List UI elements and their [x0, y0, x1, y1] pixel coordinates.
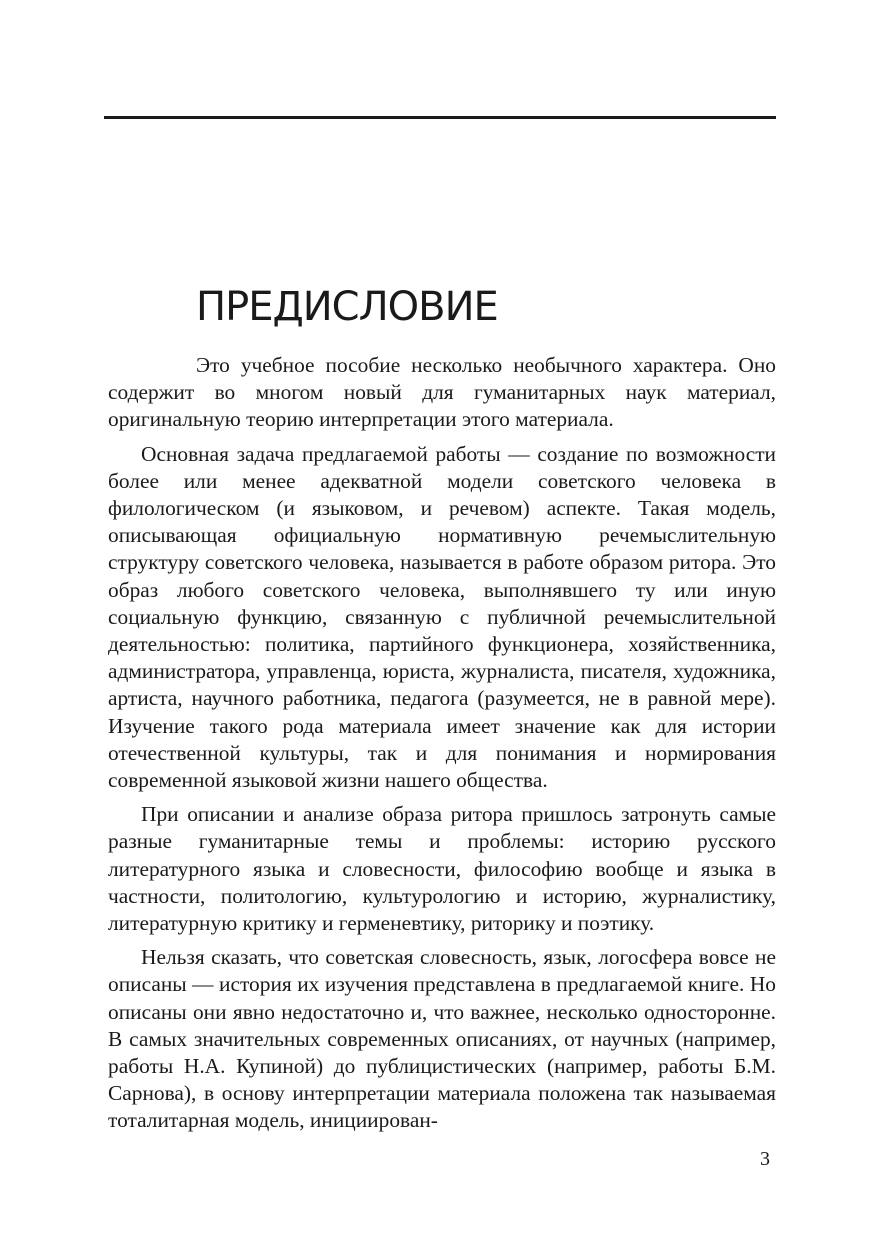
paragraph-2: Основная задача предлагаемой работы — создание по возможности более или менее адекватной модели советского человека в филологическом (и языковом, и речевом) аспекте. Такая модель, описывающая официальную нормативную речемыслительную структуру советского человека, называется в работе образом ритора. Это образ любого советского человека, выполнявшего ту или иную социальную функцию, связанную с публичной речемыслительной деятельностью: политика, партийного функционера, хозяйственника, администратора, управленца, юриста, журналиста, писателя, художника, артиста, научного работника, педагога (разумеется, не в равной мере). Изучение такого рода материала имеет значение как для истории отечественной культуры, так и для понимания и нормирования современной языковой жизни нашего общества. — [108, 441, 776, 793]
chapter-title: ПРЕДИСЛОВИЕ — [196, 284, 498, 330]
paragraph-3: При описании и анализе образа ритора пришлось затронуть самые разные гуманитарные темы и проблемы: историю русского литературного языка и словесности, философию вообще и языка в частности, политологию, культурологию и историю, журналистику, литературную критику и герменевтику, риторику и поэтику. — [108, 802, 776, 936]
paragraph-4: Нельзя сказать, что советская словесность, язык, логосфера вовсе не описаны — история их изучения представлена в предлагаемой книге. Но описаны они явно недостаточно и, что важнее, несколько односторонне. В самых значительных современных описаниях, от научных (например, работы Н.А. Купиной) до публицистических (например, работы Б.М. Сарнова), в основу интерпретации материала положена так называемая тоталитарная модель, инициирован- — [108, 945, 776, 1133]
body-text — [108, 352, 776, 1135]
header-rule — [104, 116, 776, 119]
paragraph-1: Это учебное пособие несколько необычного характера. Оно содержит во многом новый для гуманитарных наук материал, оригинальную теорию интерпретации этого материала. — [108, 353, 776, 432]
page-number: 3 — [760, 1148, 770, 1170]
